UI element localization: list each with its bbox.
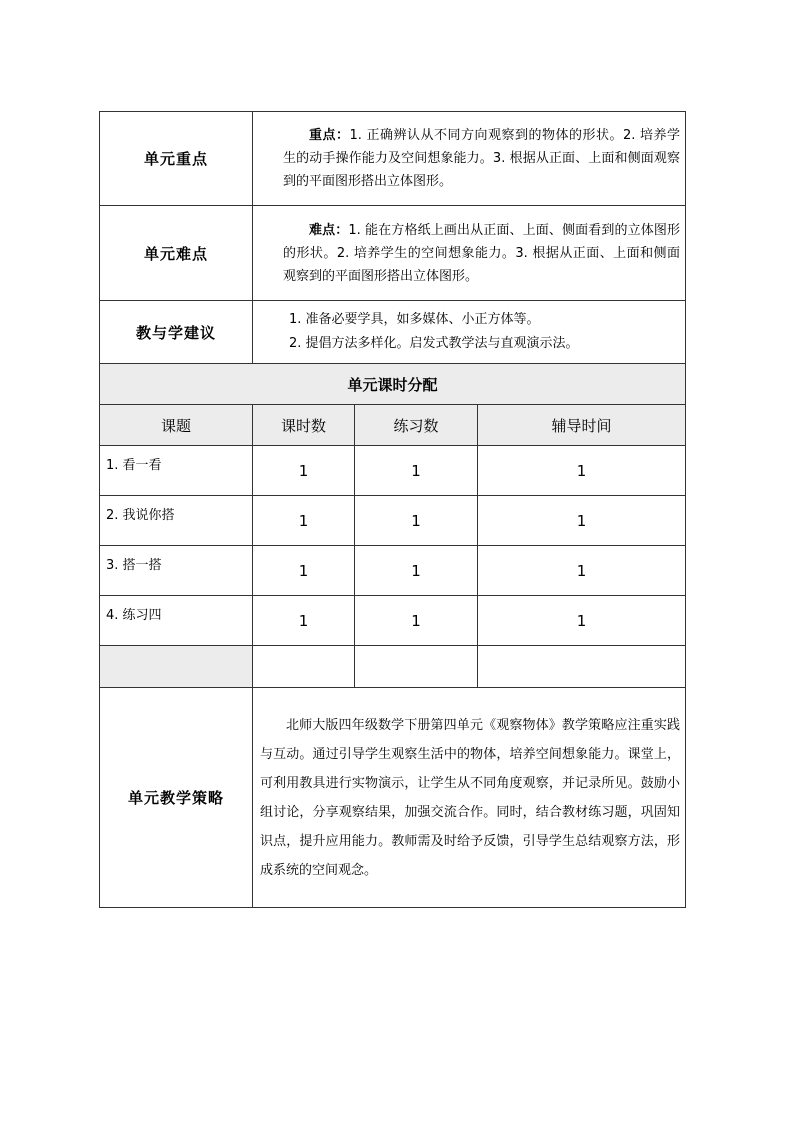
- header-exercises: 练习数: [355, 405, 478, 446]
- hours-cell: 1: [253, 446, 355, 496]
- table-row: [100, 546, 686, 596]
- hours-cell: 1: [253, 596, 355, 646]
- allocation-title-row: [100, 364, 686, 405]
- advice-item: 1. 准备必要学具，如多媒体、小正方体等。: [289, 312, 540, 327]
- exercises-cell: 1: [355, 446, 478, 496]
- exercises-cell: 1: [355, 596, 478, 646]
- strategy-label: 单元教学策略: [100, 688, 253, 908]
- tutoring-cell: 1: [478, 596, 686, 646]
- lesson-cell: 4. 练习四: [100, 596, 253, 646]
- advice-item: 2. 提倡方法多样化。启发式教学法与直观演示法。: [289, 336, 579, 351]
- tutoring-cell: 1: [478, 496, 686, 546]
- unit-plan-table: [99, 111, 686, 908]
- hours-cell: 1: [253, 546, 355, 596]
- empty-cell: [100, 646, 253, 688]
- allocation-title: 单元课时分配: [100, 364, 686, 405]
- table-row: [100, 596, 686, 646]
- strategy-text: 北师大版四年级数学下册第四单元《观察物体》教学策略应注重实践与互动。通过引导学生观察生活中的物体，培养空间想象能力。课堂上，可利用教具进行实物演示，让学生从不同角度观察，并记录所见。鼓励小组讨论，分享观察结果，加强交流合作。同时，结合教材练习题，巩固知识点，提升应用能力。教师需及时给予反馈，引导学生总结观察方法，形成系统的空间观念。: [260, 717, 681, 878]
- focus-label: 单元重点: [100, 112, 253, 206]
- tutoring-cell: 1: [478, 446, 686, 496]
- lesson-cell: 3. 搭一搭: [100, 546, 253, 596]
- table-row: [100, 496, 686, 546]
- difficulty-row: [100, 206, 686, 301]
- allocation-header-row: [100, 405, 686, 446]
- exercises-cell: 1: [355, 496, 478, 546]
- table-row: [100, 446, 686, 496]
- focus-row: [100, 112, 686, 206]
- empty-row: [100, 646, 686, 688]
- focus-text: 1. 正确辨认从不同方向观察到的物体的形状。2. 培养学生的动手操作能力及空间想象能力。3. 根据从正面、上面和侧面观察到的平面图形搭出立体图形。: [283, 128, 681, 189]
- difficulty-prefix: 难点：: [309, 222, 349, 238]
- lesson-cell: 2. 我说你搭: [100, 496, 253, 546]
- lesson-cell: 1. 看一看: [100, 446, 253, 496]
- hours-cell: 1: [253, 496, 355, 546]
- header-lesson: 课题: [100, 405, 253, 446]
- advice-row: [100, 301, 686, 364]
- focus-prefix: 重点：: [309, 128, 350, 143]
- difficulty-text: 1. 能在方格纸上画出从正面、上面、侧面看到的立体图形的形状。2. 培养学生的空间想象能力。3. 根据从正面、上面和侧面观察到的平面图形搭出立体图形。: [283, 222, 681, 284]
- difficulty-content: [253, 206, 686, 301]
- advice-label: 教与学建议: [100, 301, 253, 364]
- strategy-content: [253, 688, 686, 908]
- strategy-row: [100, 688, 686, 908]
- header-hours: 课时数: [253, 405, 355, 446]
- tutoring-cell: 1: [478, 546, 686, 596]
- focus-content: [253, 112, 686, 206]
- advice-content: [253, 301, 686, 364]
- header-tutoring: 辅导时间: [478, 405, 686, 446]
- empty-cell: [478, 646, 686, 688]
- difficulty-label: 单元难点: [100, 206, 253, 301]
- empty-cell: [253, 646, 355, 688]
- exercises-cell: 1: [355, 546, 478, 596]
- empty-cell: [355, 646, 478, 688]
